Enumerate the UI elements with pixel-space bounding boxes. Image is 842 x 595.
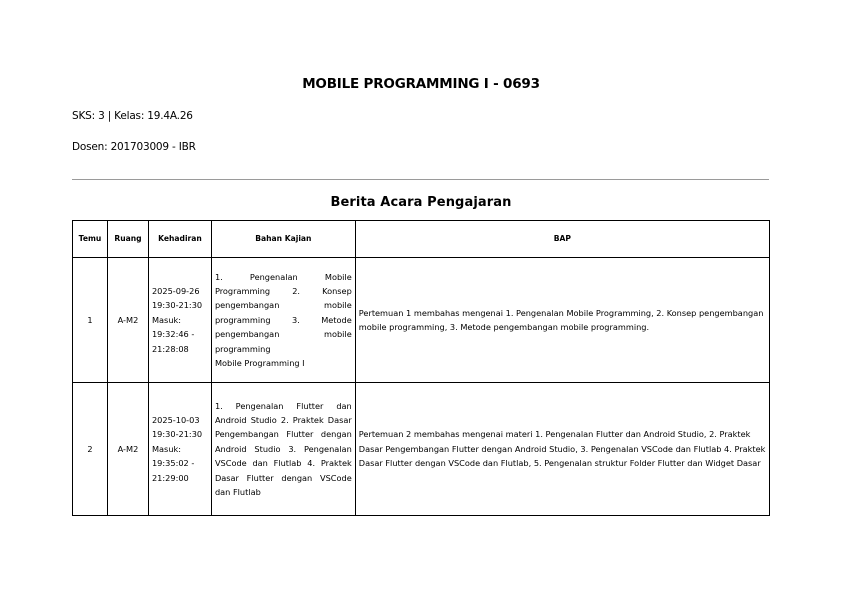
cell-kehadiran — [148, 383, 211, 516]
kehadiran-jadwal: 2025-10-03 19:30-21:30 — [151, 414, 203, 440]
cell-kehadiran — [148, 258, 211, 383]
cell-ruang: A-M2 — [107, 383, 148, 516]
cell-bahan-kajian — [211, 258, 355, 383]
table-header-row — [73, 221, 770, 258]
kehadiran-masuk: Masuk: 19:35:02 - 21:29:00 — [151, 443, 195, 483]
cell-bap: Pertemuan 1 membahas mengenai 1. Pengenalan Mobile Programming, 2. Konsep pengembangan mobile programming, 3. Metode pengembangan mobile programming. — [355, 258, 769, 383]
cell-temu: 2 — [73, 383, 108, 516]
cell-ruang: A-M2 — [107, 258, 148, 383]
sks-kelas-info: SKS: 3 | Kelas: 19.4A.26 — [72, 110, 193, 122]
bap-table — [72, 220, 770, 516]
bahan-kajian-text: 1. Pengenalan Flutter dan Android Studio 2. Praktek Dasar Pengembangan Flutter dengan Android Studio 3. Pengenalan VSCode dan Flutlab 4. Praktek Dasar Flutter dengan VSCode dan Flutlab — [214, 400, 352, 498]
kehadiran-jadwal: 2025-09-26 19:30-21:30 — [151, 285, 203, 311]
header-kehadiran: Kehadiran — [148, 221, 211, 258]
bahan-kajian-course: Mobile Programming I — [214, 358, 305, 369]
table-row — [73, 383, 770, 516]
header-ruang: Ruang — [107, 221, 148, 258]
cell-bap: Pertemuan 2 membahas mengenai materi 1. Pengenalan Flutter dan Android Studio, 2. Praktek Dasar Pengembangan Flutter dengan Android Studio, 3. Pengenalan VSCode dan Flutlab 4. Praktek Dasar Flutter dengan VSCode dan Flutlab, 5. Pengenalan struktur Folder Flutter dan Widget Dasar — [355, 383, 769, 516]
bahan-kajian-text: 1. Pengenalan Mobile Programming 2. Konsep pengembangan mobile programming 3. Metode pengembangan mobile programming — [214, 271, 352, 354]
section-title: Berita Acara Pengajaran — [330, 195, 512, 210]
cell-bahan-kajian — [211, 383, 355, 516]
table-row — [73, 258, 770, 383]
header-bahan-kajian: Bahan Kajian — [211, 221, 355, 258]
header-temu: Temu — [73, 221, 108, 258]
dosen-info: Dosen: 201703009 - IBR — [72, 141, 196, 153]
page-title: MOBILE PROGRAMMING I - 0693 — [302, 76, 540, 92]
header-bap: BAP — [355, 221, 769, 258]
kehadiran-masuk: Masuk: 19:32:46 - 21:28:08 — [151, 314, 195, 354]
cell-temu: 1 — [73, 258, 108, 383]
divider — [72, 179, 769, 180]
